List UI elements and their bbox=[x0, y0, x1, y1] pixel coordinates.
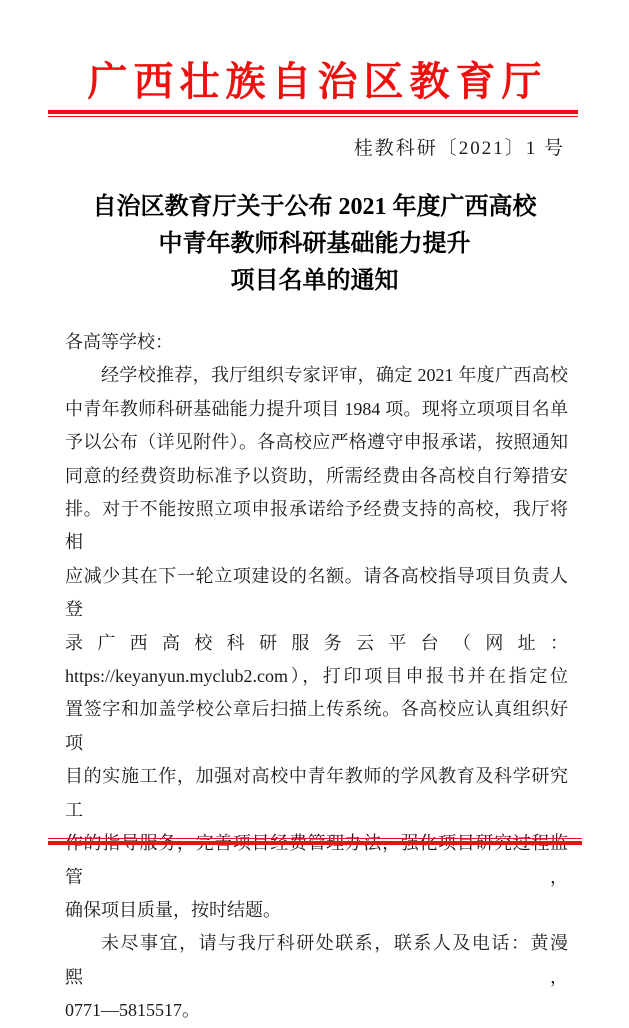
footer-divider-line bbox=[48, 838, 582, 845]
body-line: 中青年教师科研基础能力提升项目 1984 项。现将立项项目名单 bbox=[65, 398, 568, 419]
body-line: 确保项目质量，按时结题。 bbox=[65, 899, 281, 920]
masthead-divider-line bbox=[48, 110, 578, 117]
body-line: 录广西高校科研服务云平台（网址： bbox=[65, 632, 568, 653]
body-line: 同意的经费资助标准予以资助，所需经费由各高校自行筹措安 bbox=[65, 465, 568, 486]
body-line: 作的指导服务，完善项目经费管理办法，强化项目研究过程监管， bbox=[65, 833, 568, 887]
body-line: 置签字和加盖学校公章后扫描上传系统。各高校应认真组织好项 bbox=[65, 699, 568, 753]
body-line: 予以公布（详见附件）。各高校应严格遵守申报承诺，按照通知 bbox=[65, 432, 568, 453]
notice-title-line-3: 项目名单的通知 bbox=[230, 268, 399, 294]
body-line: 排。对于不能按照立项申报承诺给予经费支持的高校，我厅将相 bbox=[65, 499, 568, 553]
body-line: 应减少其在下一轮立项建设的名额。请各高校指导项目负责人登 bbox=[65, 565, 568, 620]
notice-title bbox=[63, 189, 566, 300]
body-line-url: https://keyanyun.myclub2.com），打印项目申报书并在指定位 bbox=[65, 666, 568, 687]
agency-masthead: 广西壮族自治区教育厅 bbox=[87, 59, 548, 104]
notice-title-line-1: 自治区教育厅关于公布 2021 年度广西高校 bbox=[92, 194, 537, 220]
document-reference-number: 桂教科研〔2021〕1 号 bbox=[353, 138, 565, 159]
notice-title-line-2: 中青年教师科研基础能力提升 bbox=[158, 231, 471, 257]
contact-phone-line: 0771—5815517。 bbox=[65, 1000, 200, 1021]
notice-body bbox=[65, 326, 568, 1028]
salutation: 各高等学校： bbox=[65, 332, 173, 352]
body-line: 目的实施工作，加强对高校中青年教师的学风教育及科学研究工 bbox=[65, 766, 568, 820]
contact-line: 未尽事宜，请与我厅科研处联系，联系人及电话：黄漫熙， bbox=[65, 933, 568, 987]
body-line: 经学校推荐，我厅组织专家评审，确定 2021 年度广西高校 bbox=[101, 365, 568, 386]
